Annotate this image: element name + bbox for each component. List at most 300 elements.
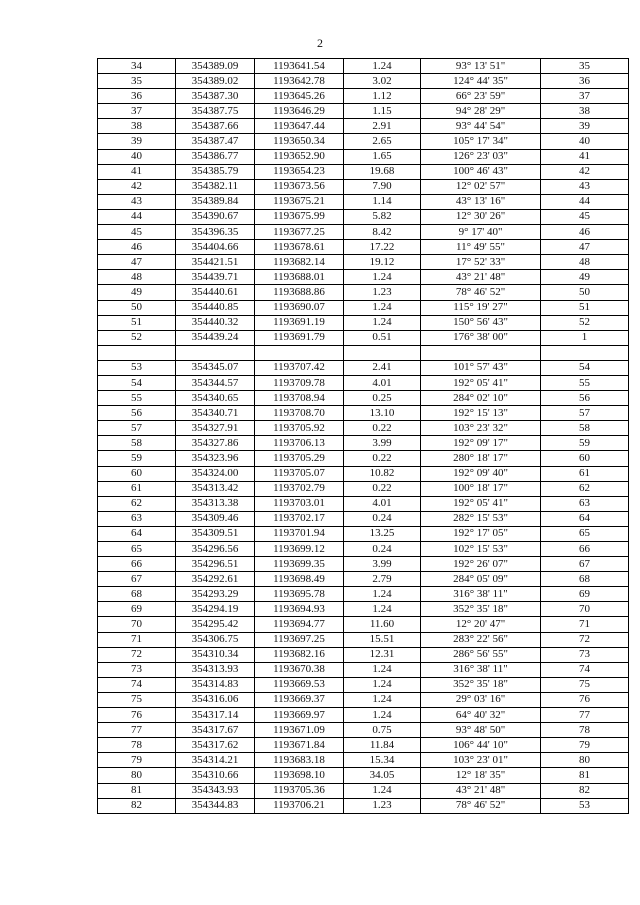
x-coordinate-cell: 354387.66 (176, 119, 255, 134)
point-number-cell: 47 (98, 255, 176, 270)
point-number-cell: 46 (98, 240, 176, 255)
x-coordinate-cell: 354396.35 (176, 225, 255, 240)
point-number-cell: 79 (98, 753, 176, 768)
table-row (98, 436, 629, 451)
distance-cell: 3.99 (344, 557, 421, 572)
point-number-cell: 82 (98, 798, 176, 813)
next-point-number-cell: 66 (541, 542, 629, 557)
distance-cell: 4.01 (344, 375, 421, 390)
next-point-number-cell: 76 (541, 692, 629, 707)
x-coordinate-cell: 354317.62 (176, 738, 255, 753)
x-coordinate-cell: 354387.47 (176, 134, 255, 149)
x-coordinate-cell: 354440.61 (176, 285, 255, 300)
table-row (98, 662, 629, 677)
next-point-number-cell: 58 (541, 421, 629, 436)
next-point-number-cell: 63 (541, 496, 629, 511)
distance-cell: 15.51 (344, 632, 421, 647)
x-coordinate-cell: 354385.79 (176, 164, 255, 179)
distance-cell: 0.75 (344, 723, 421, 738)
table-row (98, 391, 629, 406)
point-number-cell: 57 (98, 421, 176, 436)
x-coordinate-cell: 354327.91 (176, 421, 255, 436)
distance-cell: 17.22 (344, 240, 421, 255)
next-point-number-cell: 36 (541, 74, 629, 89)
direction-angle-cell: 43° 13' 16" (421, 194, 541, 209)
next-point-number-cell: 55 (541, 375, 629, 390)
x-coordinate-cell: 354344.57 (176, 375, 255, 390)
x-coordinate-cell: 354440.85 (176, 300, 255, 315)
distance-cell: 1.24 (344, 587, 421, 602)
x-coordinate-cell: 354421.51 (176, 255, 255, 270)
next-point-number-cell: 64 (541, 511, 629, 526)
point-number-cell: 52 (98, 330, 176, 345)
distance-cell: 12.31 (344, 647, 421, 662)
table-row (98, 149, 629, 164)
point-number-cell: 51 (98, 315, 176, 330)
next-point-number-cell: 56 (541, 391, 629, 406)
direction-angle-cell: 78° 46' 52" (421, 798, 541, 813)
y-coordinate-cell: 1193688.86 (255, 285, 344, 300)
y-coordinate-cell: 1193678.61 (255, 240, 344, 255)
direction-angle-cell: 12° 20' 47" (421, 617, 541, 632)
distance-cell: 0.24 (344, 542, 421, 557)
point-number-cell: 56 (98, 406, 176, 421)
x-coordinate-cell: 354323.96 (176, 451, 255, 466)
distance-cell: 1.24 (344, 692, 421, 707)
x-coordinate-cell: 354292.61 (176, 572, 255, 587)
distance-cell (344, 345, 421, 360)
table-row (98, 406, 629, 421)
table-row (98, 738, 629, 753)
distance-cell: 1.24 (344, 708, 421, 723)
direction-angle-cell: 176° 38' 00" (421, 330, 541, 345)
distance-cell: 11.60 (344, 617, 421, 632)
y-coordinate-cell: 1193705.92 (255, 421, 344, 436)
y-coordinate-cell: 1193673.56 (255, 179, 344, 194)
y-coordinate-cell: 1193690.07 (255, 300, 344, 315)
table-row (98, 617, 629, 632)
table-row (98, 225, 629, 240)
table-row (98, 526, 629, 541)
distance-cell: 1.23 (344, 798, 421, 813)
point-number-cell: 40 (98, 149, 176, 164)
x-coordinate-cell: 354439.24 (176, 330, 255, 345)
distance-cell: 10.82 (344, 466, 421, 481)
next-point-number-cell: 54 (541, 360, 629, 375)
direction-angle-cell: 29° 03' 16" (421, 692, 541, 707)
y-coordinate-cell: 1193691.19 (255, 315, 344, 330)
distance-cell: 19.12 (344, 255, 421, 270)
distance-cell: 0.24 (344, 511, 421, 526)
y-coordinate-cell: 1193707.42 (255, 360, 344, 375)
x-coordinate-cell: 354309.46 (176, 511, 255, 526)
point-number-cell: 61 (98, 481, 176, 496)
direction-angle-cell: 64° 40' 32" (421, 708, 541, 723)
distance-cell: 13.25 (344, 526, 421, 541)
distance-cell: 0.51 (344, 330, 421, 345)
distance-cell: 2.79 (344, 572, 421, 587)
next-point-number-cell: 65 (541, 526, 629, 541)
distance-cell: 1.14 (344, 194, 421, 209)
y-coordinate-cell: 1193701.94 (255, 526, 344, 541)
distance-cell: 2.41 (344, 360, 421, 375)
next-point-number-cell: 44 (541, 194, 629, 209)
table-row (98, 89, 629, 104)
next-point-number-cell: 48 (541, 255, 629, 270)
table-row (98, 692, 629, 707)
distance-cell: 8.42 (344, 225, 421, 240)
next-point-number-cell: 46 (541, 225, 629, 240)
y-coordinate-cell: 1193671.84 (255, 738, 344, 753)
next-point-number-cell: 78 (541, 723, 629, 738)
table-row (98, 572, 629, 587)
distance-cell: 1.12 (344, 89, 421, 104)
direction-angle-cell: 103° 23' 01" (421, 753, 541, 768)
next-point-number-cell: 45 (541, 209, 629, 224)
point-number-cell: 49 (98, 285, 176, 300)
point-number-cell: 73 (98, 662, 176, 677)
y-coordinate-cell: 1193708.94 (255, 391, 344, 406)
y-coordinate-cell: 1193697.25 (255, 632, 344, 647)
direction-angle-cell: 124° 44' 35" (421, 74, 541, 89)
point-number-cell: 59 (98, 451, 176, 466)
x-coordinate-cell: 354344.83 (176, 798, 255, 813)
y-coordinate-cell: 1193669.97 (255, 708, 344, 723)
direction-angle-cell: 17° 52' 33" (421, 255, 541, 270)
x-coordinate-cell: 354345.07 (176, 360, 255, 375)
table-row (98, 481, 629, 496)
direction-angle-cell: 192° 05' 41" (421, 375, 541, 390)
y-coordinate-cell: 1193703.01 (255, 496, 344, 511)
point-number-cell: 41 (98, 164, 176, 179)
direction-angle-cell: 106° 44' 10" (421, 738, 541, 753)
y-coordinate-cell: 1193705.07 (255, 466, 344, 481)
distance-cell: 7.90 (344, 179, 421, 194)
point-number-cell: 78 (98, 738, 176, 753)
next-point-number-cell: 71 (541, 617, 629, 632)
x-coordinate-cell: 354296.56 (176, 542, 255, 557)
table-row (98, 270, 629, 285)
y-coordinate-cell: 1193682.16 (255, 647, 344, 662)
direction-angle-cell: 93° 44' 54" (421, 119, 541, 134)
direction-angle-cell: 105° 17' 34" (421, 134, 541, 149)
table-row (98, 164, 629, 179)
x-coordinate-cell: 354389.09 (176, 59, 255, 74)
distance-cell: 1.24 (344, 677, 421, 692)
next-point-number-cell: 57 (541, 406, 629, 421)
x-coordinate-cell: 354317.67 (176, 723, 255, 738)
distance-cell: 1.24 (344, 315, 421, 330)
y-coordinate-cell: 1193670.38 (255, 662, 344, 677)
next-point-number-cell (541, 345, 629, 360)
point-number-cell: 35 (98, 74, 176, 89)
table-row (98, 360, 629, 375)
direction-angle-cell (421, 345, 541, 360)
direction-angle-cell: 94° 28' 29" (421, 104, 541, 119)
next-point-number-cell: 35 (541, 59, 629, 74)
point-number-cell: 34 (98, 59, 176, 74)
x-coordinate-cell: 354327.86 (176, 436, 255, 451)
table-row (98, 557, 629, 572)
page-number: 2 (317, 36, 323, 50)
y-coordinate-cell: 1193671.09 (255, 723, 344, 738)
next-point-number-cell: 75 (541, 677, 629, 692)
y-coordinate-cell: 1193646.29 (255, 104, 344, 119)
next-point-number-cell: 42 (541, 164, 629, 179)
direction-angle-cell: 192° 17' 05" (421, 526, 541, 541)
y-coordinate-cell: 1193691.79 (255, 330, 344, 345)
point-number-cell: 74 (98, 677, 176, 692)
x-coordinate-cell: 354313.38 (176, 496, 255, 511)
y-coordinate-cell: 1193699.35 (255, 557, 344, 572)
direction-angle-cell: 150° 56' 43" (421, 315, 541, 330)
direction-angle-cell: 316° 38' 11" (421, 662, 541, 677)
point-number-cell: 80 (98, 768, 176, 783)
point-number-cell: 60 (98, 466, 176, 481)
next-point-number-cell: 62 (541, 481, 629, 496)
next-point-number-cell: 38 (541, 104, 629, 119)
x-coordinate-cell: 354313.93 (176, 662, 255, 677)
x-coordinate-cell (176, 345, 255, 360)
point-number-cell: 72 (98, 647, 176, 662)
direction-angle-cell: 78° 46' 52" (421, 285, 541, 300)
distance-cell: 4.01 (344, 496, 421, 511)
x-coordinate-cell: 354309.51 (176, 526, 255, 541)
distance-cell: 1.23 (344, 285, 421, 300)
x-coordinate-cell: 354343.93 (176, 783, 255, 798)
direction-angle-cell: 93° 48' 50" (421, 723, 541, 738)
direction-angle-cell: 192° 05' 41" (421, 496, 541, 511)
table-row (98, 708, 629, 723)
x-coordinate-cell: 354386.77 (176, 149, 255, 164)
table-row (98, 768, 629, 783)
y-coordinate-cell: 1193645.26 (255, 89, 344, 104)
y-coordinate-cell: 1193677.25 (255, 225, 344, 240)
y-coordinate-cell: 1193699.12 (255, 542, 344, 557)
coordinates-table-body (98, 59, 629, 814)
next-point-number-cell: 37 (541, 89, 629, 104)
y-coordinate-cell: 1193702.79 (255, 481, 344, 496)
y-coordinate-cell: 1193675.99 (255, 209, 344, 224)
distance-cell: 5.82 (344, 209, 421, 224)
y-coordinate-cell: 1193682.14 (255, 255, 344, 270)
distance-cell: 3.02 (344, 74, 421, 89)
next-point-number-cell: 81 (541, 768, 629, 783)
y-coordinate-cell: 1193698.10 (255, 768, 344, 783)
point-number-cell: 81 (98, 783, 176, 798)
distance-cell: 2.65 (344, 134, 421, 149)
distance-cell: 34.05 (344, 768, 421, 783)
point-number-cell: 64 (98, 526, 176, 541)
x-coordinate-cell: 354296.51 (176, 557, 255, 572)
point-number-cell: 55 (98, 391, 176, 406)
distance-cell: 0.22 (344, 451, 421, 466)
direction-angle-cell: 11° 49' 55" (421, 240, 541, 255)
x-coordinate-cell: 354313.42 (176, 481, 255, 496)
direction-angle-cell: 103° 23' 32" (421, 421, 541, 436)
direction-angle-cell: 100° 46' 43" (421, 164, 541, 179)
table-row (98, 74, 629, 89)
point-number-cell: 68 (98, 587, 176, 602)
y-coordinate-cell: 1193705.29 (255, 451, 344, 466)
table-row (98, 300, 629, 315)
x-coordinate-cell: 354439.71 (176, 270, 255, 285)
direction-angle-cell: 102° 15' 53" (421, 542, 541, 557)
x-coordinate-cell: 354440.32 (176, 315, 255, 330)
next-point-number-cell: 43 (541, 179, 629, 194)
table-row (98, 753, 629, 768)
x-coordinate-cell: 354314.21 (176, 753, 255, 768)
y-coordinate-cell: 1193706.13 (255, 436, 344, 451)
table-row (98, 783, 629, 798)
table-row (98, 647, 629, 662)
table-row (98, 542, 629, 557)
coordinates-table (97, 58, 629, 814)
next-point-number-cell: 41 (541, 149, 629, 164)
x-coordinate-cell: 354317.14 (176, 708, 255, 723)
distance-cell: 15.34 (344, 753, 421, 768)
distance-cell: 2.91 (344, 119, 421, 134)
x-coordinate-cell: 354387.30 (176, 89, 255, 104)
point-number-cell: 36 (98, 89, 176, 104)
table-row (98, 632, 629, 647)
next-point-number-cell: 53 (541, 798, 629, 813)
next-point-number-cell: 1 (541, 330, 629, 345)
direction-angle-cell: 100° 18' 17" (421, 481, 541, 496)
distance-cell: 1.24 (344, 602, 421, 617)
y-coordinate-cell: 1193702.17 (255, 511, 344, 526)
next-point-number-cell: 52 (541, 315, 629, 330)
x-coordinate-cell: 354293.29 (176, 587, 255, 602)
direction-angle-cell: 352° 35' 18" (421, 677, 541, 692)
y-coordinate-cell (255, 345, 344, 360)
y-coordinate-cell: 1193652.90 (255, 149, 344, 164)
table-row (98, 134, 629, 149)
x-coordinate-cell: 354340.65 (176, 391, 255, 406)
next-point-number-cell: 50 (541, 285, 629, 300)
y-coordinate-cell: 1193647.44 (255, 119, 344, 134)
direction-angle-cell: 43° 21' 48" (421, 783, 541, 798)
table-row (98, 240, 629, 255)
distance-cell: 3.99 (344, 436, 421, 451)
next-point-number-cell: 72 (541, 632, 629, 647)
next-point-number-cell: 68 (541, 572, 629, 587)
direction-angle-cell: 192° 15' 13" (421, 406, 541, 421)
direction-angle-cell: 352° 35' 18" (421, 602, 541, 617)
direction-angle-cell: 12° 18' 35" (421, 768, 541, 783)
distance-cell: 11.84 (344, 738, 421, 753)
direction-angle-cell: 115° 19' 27" (421, 300, 541, 315)
y-coordinate-cell: 1193675.21 (255, 194, 344, 209)
table-row (98, 798, 629, 813)
table-row (98, 104, 629, 119)
table-row (98, 345, 629, 360)
next-point-number-cell: 51 (541, 300, 629, 315)
point-number-cell: 65 (98, 542, 176, 557)
table-row (98, 723, 629, 738)
point-number-cell: 63 (98, 511, 176, 526)
next-point-number-cell: 61 (541, 466, 629, 481)
point-number-cell: 39 (98, 134, 176, 149)
point-number-cell: 77 (98, 723, 176, 738)
table-row (98, 466, 629, 481)
table-row (98, 587, 629, 602)
direction-angle-cell: 286° 56' 55" (421, 647, 541, 662)
x-coordinate-cell: 354324.00 (176, 466, 255, 481)
table-row (98, 496, 629, 511)
x-coordinate-cell: 354310.34 (176, 647, 255, 662)
next-point-number-cell: 39 (541, 119, 629, 134)
table-row (98, 421, 629, 436)
distance-cell: 1.15 (344, 104, 421, 119)
next-point-number-cell: 60 (541, 451, 629, 466)
table-row (98, 285, 629, 300)
next-point-number-cell: 70 (541, 602, 629, 617)
table-row (98, 451, 629, 466)
x-coordinate-cell: 354389.02 (176, 74, 255, 89)
point-number-cell: 53 (98, 360, 176, 375)
x-coordinate-cell: 354382.11 (176, 179, 255, 194)
next-point-number-cell: 77 (541, 708, 629, 723)
x-coordinate-cell: 354295.42 (176, 617, 255, 632)
direction-angle-cell: 282° 15' 53" (421, 511, 541, 526)
y-coordinate-cell: 1193694.93 (255, 602, 344, 617)
direction-angle-cell: 43° 21' 48" (421, 270, 541, 285)
point-number-cell: 76 (98, 708, 176, 723)
next-point-number-cell: 73 (541, 647, 629, 662)
distance-cell: 1.24 (344, 270, 421, 285)
point-number-cell: 67 (98, 572, 176, 587)
y-coordinate-cell: 1193705.36 (255, 783, 344, 798)
x-coordinate-cell: 354390.67 (176, 209, 255, 224)
table-row (98, 375, 629, 390)
direction-angle-cell: 126° 23' 03" (421, 149, 541, 164)
table-row (98, 511, 629, 526)
next-point-number-cell: 74 (541, 662, 629, 677)
distance-cell: 1.24 (344, 783, 421, 798)
table-row (98, 194, 629, 209)
x-coordinate-cell: 354340.71 (176, 406, 255, 421)
x-coordinate-cell: 354314.83 (176, 677, 255, 692)
table-row (98, 255, 629, 270)
distance-cell: 0.25 (344, 391, 421, 406)
y-coordinate-cell: 1193642.78 (255, 74, 344, 89)
next-point-number-cell: 40 (541, 134, 629, 149)
y-coordinate-cell: 1193706.21 (255, 798, 344, 813)
table-row (98, 209, 629, 224)
direction-angle-cell: 101° 57' 43" (421, 360, 541, 375)
table-row (98, 602, 629, 617)
direction-angle-cell: 192° 26' 07" (421, 557, 541, 572)
point-number-cell: 58 (98, 436, 176, 451)
x-coordinate-cell: 354310.66 (176, 768, 255, 783)
distance-cell: 1.24 (344, 662, 421, 677)
table-row (98, 330, 629, 345)
next-point-number-cell: 67 (541, 557, 629, 572)
y-coordinate-cell: 1193683.18 (255, 753, 344, 768)
point-number-cell: 42 (98, 179, 176, 194)
x-coordinate-cell: 354294.19 (176, 602, 255, 617)
point-number-cell: 45 (98, 225, 176, 240)
x-coordinate-cell: 354389.84 (176, 194, 255, 209)
y-coordinate-cell: 1193698.49 (255, 572, 344, 587)
point-number-cell: 37 (98, 104, 176, 119)
direction-angle-cell: 12° 02' 57" (421, 179, 541, 194)
point-number-cell (98, 345, 176, 360)
distance-cell: 0.22 (344, 481, 421, 496)
distance-cell: 1.65 (344, 149, 421, 164)
distance-cell: 0.22 (344, 421, 421, 436)
